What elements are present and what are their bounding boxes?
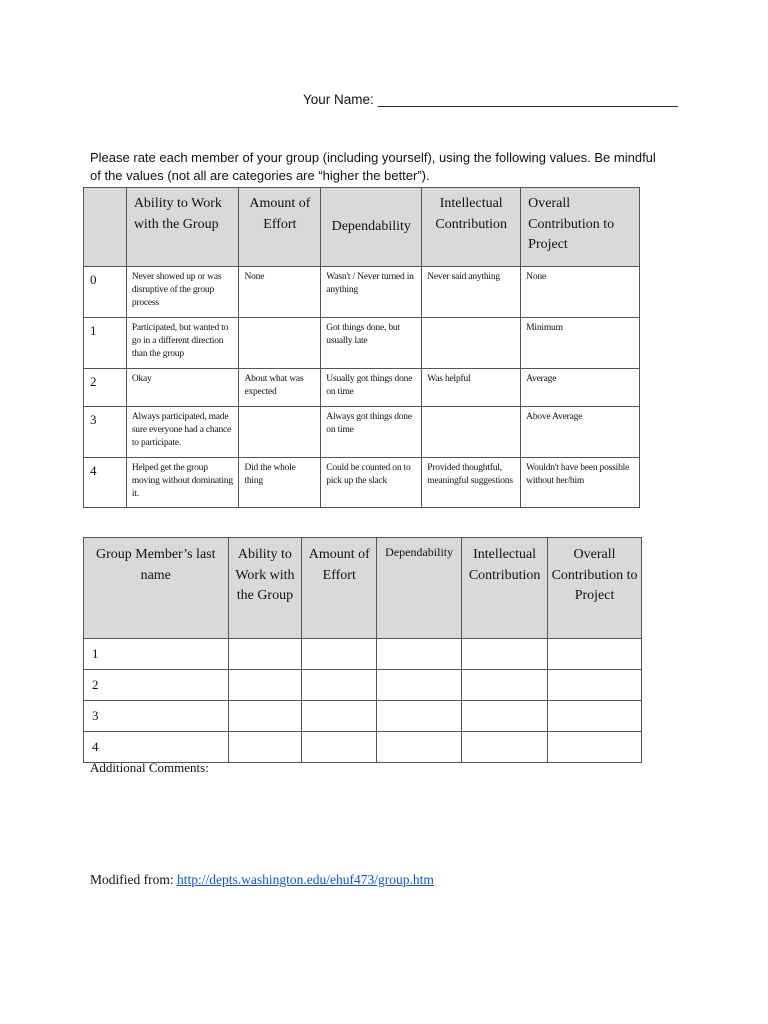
member-row — [84, 639, 642, 670]
member-score-cell[interactable] — [302, 701, 377, 732]
rating-cell: Provided thoughtful, meaningful suggestions — [422, 458, 521, 508]
rating-cell: About what was expected — [239, 369, 321, 407]
member-score-cell[interactable] — [462, 701, 548, 732]
rating-cell: None — [239, 267, 321, 318]
member-score-cell[interactable] — [377, 701, 462, 732]
member-score-cell[interactable] — [302, 732, 377, 763]
instructions-text: Please rate each member of your group (including yourself), using the following values. Be mindful of the values (not all are categories are “higher the better”). — [90, 150, 656, 183]
member-score-cell[interactable] — [548, 701, 642, 732]
rating-header-dependability: Dependability — [321, 188, 422, 267]
member-header-dependability: Dependability — [377, 538, 462, 639]
member-row — [84, 732, 642, 763]
member-score-cell[interactable] — [377, 670, 462, 701]
rating-cell — [422, 407, 521, 458]
modified-from-line — [90, 872, 434, 888]
rating-cell — [422, 318, 521, 369]
rating-header-intellectual: Intellectual Contribution — [422, 188, 521, 267]
rating-cell: Wasn't / Never turned in anything — [321, 267, 422, 318]
member-header-effort: Amount of Effort — [302, 538, 377, 639]
member-score-cell[interactable] — [228, 670, 302, 701]
member-header-row — [84, 538, 642, 639]
rating-cell: Okay — [126, 369, 239, 407]
rating-cell: Never showed up or was disruptive of the group process — [126, 267, 239, 318]
rating-row — [84, 407, 640, 458]
rating-scale-table — [83, 187, 640, 508]
source-link[interactable]: http://depts.washington.edu/ehuf473/group.htm — [177, 872, 434, 887]
rating-cell: Average — [521, 369, 640, 407]
rating-row — [84, 369, 640, 407]
rating-cell: Minimum — [521, 318, 640, 369]
name-blank[interactable]: ________________________________________ — [377, 92, 678, 107]
rating-row — [84, 318, 640, 369]
additional-comments-label: Additional Comments: — [90, 760, 209, 775]
rating-header-effort: Amount of Effort — [239, 188, 321, 267]
member-number[interactable]: 3 — [84, 701, 229, 732]
rating-cell: Could be counted on to pick up the slack — [321, 458, 422, 508]
member-score-cell[interactable] — [462, 670, 548, 701]
rating-header-overall: Overall Contribution to Project — [521, 188, 640, 267]
rating-cell: Helped get the group moving without dominating it. — [126, 458, 239, 508]
member-score-cell[interactable] — [548, 670, 642, 701]
rating-row — [84, 267, 640, 318]
member-score-cell[interactable] — [548, 639, 642, 670]
member-number[interactable]: 1 — [84, 639, 229, 670]
member-score-cell[interactable] — [377, 639, 462, 670]
member-score-cell[interactable] — [548, 732, 642, 763]
member-score-cell[interactable] — [302, 670, 377, 701]
rating-header-ability: Ability to Work with the Group — [126, 188, 239, 267]
rating-level: 3 — [84, 407, 127, 458]
rating-header-level — [84, 188, 127, 267]
rating-row — [84, 458, 640, 508]
rating-header-row — [84, 188, 640, 267]
rating-cell: Never said anything — [422, 267, 521, 318]
member-row — [84, 670, 642, 701]
rating-cell: Always got things done on time — [321, 407, 422, 458]
rating-level: 0 — [84, 267, 127, 318]
rating-cell: Above Average — [521, 407, 640, 458]
rating-cell: Participated, but wanted to go in a different direction than the group — [126, 318, 239, 369]
member-score-cell[interactable] — [377, 732, 462, 763]
rating-cell — [239, 318, 321, 369]
rating-cell — [239, 407, 321, 458]
member-score-cell[interactable] — [462, 639, 548, 670]
member-header-intellectual: Intellectual Contribution — [462, 538, 548, 639]
member-score-cell[interactable] — [462, 732, 548, 763]
member-header-ability: Ability to Work with the Group — [228, 538, 302, 639]
member-score-cell[interactable] — [228, 732, 302, 763]
member-header-name: Group Member’s last name — [84, 538, 229, 639]
rating-cell: Usually got things done on time — [321, 369, 422, 407]
member-score-cell[interactable] — [228, 639, 302, 670]
rating-cell: Got things done, but usually late — [321, 318, 422, 369]
rating-level: 2 — [84, 369, 127, 407]
member-number[interactable]: 4 — [84, 732, 229, 763]
member-rating-table — [83, 537, 642, 763]
rating-cell: Always participated, made sure everyone had a chance to participate. — [126, 407, 239, 458]
member-header-overall: Overall Contribution to Project — [548, 538, 642, 639]
rating-cell: Was helpful — [422, 369, 521, 407]
member-row — [84, 701, 642, 732]
member-number[interactable]: 2 — [84, 670, 229, 701]
member-score-cell[interactable] — [302, 639, 377, 670]
modified-from-label: Modified from: — [90, 872, 174, 887]
rating-cell: Wouldn't have been possible without her/him — [521, 458, 640, 508]
name-label: Your Name: — [303, 92, 374, 107]
member-score-cell[interactable] — [228, 701, 302, 732]
name-line — [303, 92, 678, 107]
rating-level: 1 — [84, 318, 127, 369]
rating-level: 4 — [84, 458, 127, 508]
rating-cell: None — [521, 267, 640, 318]
rating-cell: Did the whole thing — [239, 458, 321, 508]
